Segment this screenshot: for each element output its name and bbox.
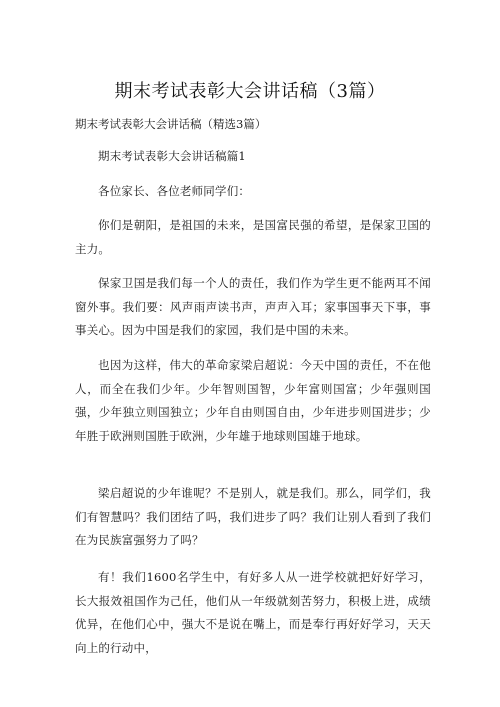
section-heading: 期末考试表彰大会讲话稿篇1: [98, 149, 246, 163]
greeting: 各位家长、各位老师同学们：: [98, 184, 251, 198]
paragraph: 梁启超说的少年谁呢？不是别人，就是我们。那么，同学们，我们有智慧吗？我们团结了吗，我们进步了吗？我们让别人看到了我们在为民族富强努力了吗？: [75, 486, 431, 547]
document-subtitle: 期末考试表彰大会讲话稿（精选3篇）: [75, 117, 267, 131]
paragraph: 你们是朝阳，是祖国的未来，是国富民强的希望，是保家卫国的主力。: [75, 218, 431, 256]
paragraph: 保家卫国是我们每一个人的责任，我们作为学生更不能两耳不闻窗外事。我们要：风声雨声读书声，声声入耳；家事国事天下事，事事关心。因为中国是我们的家园，我们是中国的未来。: [75, 276, 431, 337]
paragraph: 也因为这样，伟大的革命家梁启超说：今天中国的责任，不在他人，而全在我们少年。少年智则国智，少年富则国富；少年强则国强，少年独立则国独立；少年自由则国自由，少年进步则国进步；少年胜于欧洲则国胜于欧洲，少年雄于地球则国雄于地球。: [75, 358, 431, 443]
paragraph: 有！我们1600名学生中，有好多人从一进学校就把好好学习，长大报效祖国作为己任，他们从一年级就刻苦努力，积极上进，成绩优异，在他们心中，强大不是说在嘴上，而是奉行再好好学习，天天向上的行动中，: [75, 570, 431, 655]
document-title: 期末考试表彰大会讲话稿（3篇）: [114, 81, 386, 102]
